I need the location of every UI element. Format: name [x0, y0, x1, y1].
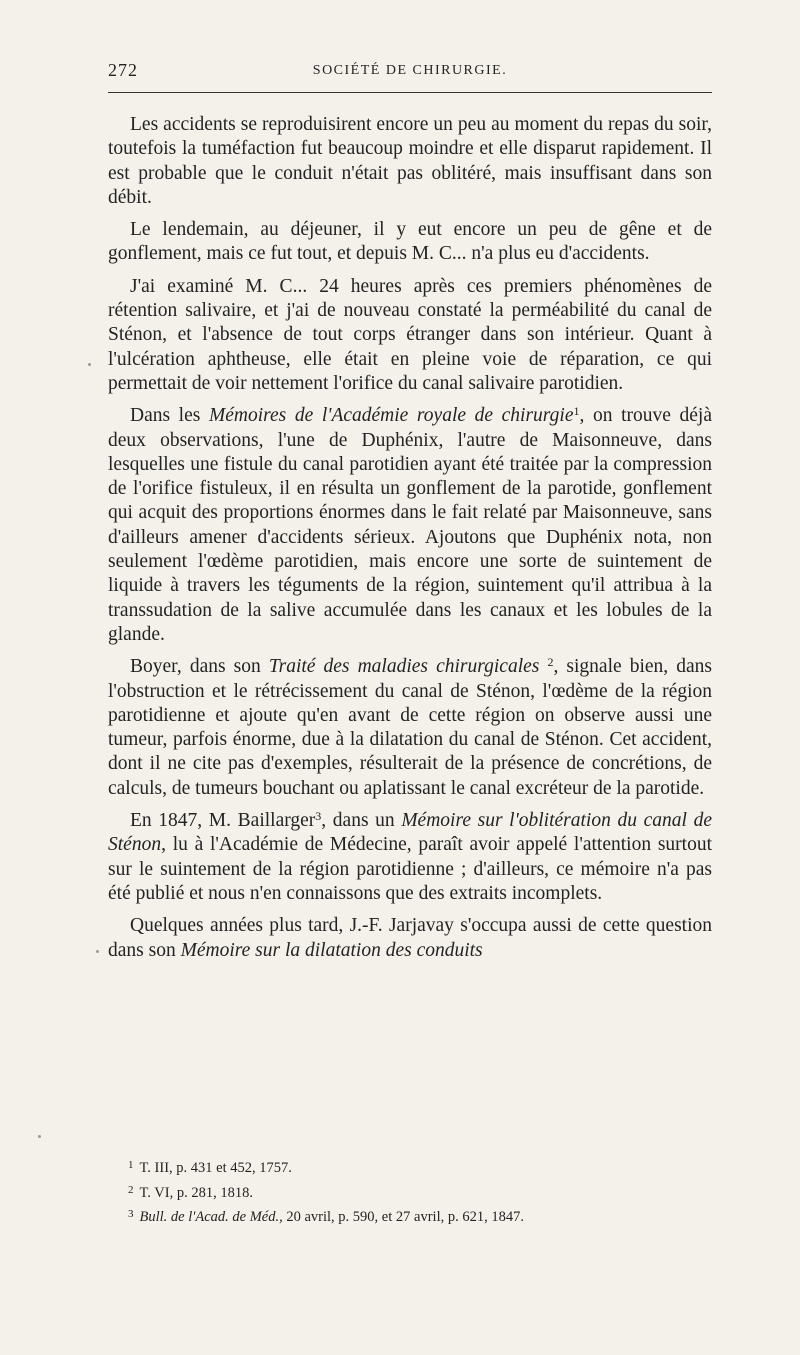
page-speck	[88, 363, 91, 366]
paragraph-7	[108, 914, 712, 963]
book-title-memoire-obliteration: Mémoire sur l'oblitération du canal de Sténon	[108, 810, 712, 856]
footnote-mark: 2	[128, 1183, 134, 1196]
paragraph-4-text-b: , on trouve déjà deux observations, l'une de Duphénix, l'autre de Maisonneuve, dans lesquelles une fistule du canal parotidien ayant été traitée par la compression de l'orifice fistuleux, il en résulta un gonflement de la parotide, gonflement qui acquit des proportions énormes dans le fait relaté par Maisonneuve, sans d'ailleurs amener d'accidents sérieux. Ajoutons que Duphénix nota, non seulement l'œdème parotidien, mais encore une sorte de suintement de liquide à travers les téguments de la région, suintement qu'il attribua à la transsudation de la salive accumulée dans les canaux et les lobules de la glande.	[108, 405, 712, 645]
paragraph-5-text-b: , signale bien, dans l'obstruction et le rétrécissement du canal de Sténon, l'œdème de la région parotidienne et ajoute qu'en avant de cette région on observe aussi une tumeur, parfois énorme, due à la dilatation du canal de Sténon. Cet accident, dont il ne cite pas d'exemples, résulterait de la présence de concrétions, de calculs, de tumeurs bouchant ou aplatissant le canal excréteur de la parotide.	[108, 656, 713, 799]
footnote-mark: 1	[128, 1159, 134, 1171]
paragraph-3: J'ai examiné M. C... 24 heures après ces premiers phénomènes de rétention salivaire, et j'ai de nouveau constaté la perméabilité du canal de Sténon, et l'absence de tout corps étranger dans son intérieur. Quant à l'ulcération aphtheuse, elle était en pleine voie de réparation, ce qui permettait de voir nettement l'orifice du canal salivaire parotidien.	[108, 275, 712, 394]
paragraph-7-text-a: Quelques années plus tard, J.-F. Jarjavay s'occupa aussi de cette question dans son	[108, 915, 712, 961]
paragraph-6	[108, 809, 712, 906]
page-speck	[38, 1135, 41, 1138]
running-head: SOCIÉTÉ DE CHIRURGIE.	[312, 63, 508, 78]
paragraph-4	[108, 404, 712, 647]
footnote-ref-2: 2	[547, 655, 554, 670]
paragraph-2: Le lendemain, au déjeuner, il y eut encore un peu de gêne et de gonflement, mais ce fut tout, et depuis M. C... n'a plus eu d'accidents.	[108, 219, 712, 265]
book-title-traite: Traité des maladies chirurgicales	[268, 656, 540, 678]
footnote-ref-1: 1	[573, 404, 580, 419]
body-text	[108, 113, 712, 971]
book-title-memoires: Mémoires de l'Académie royale de chirurgie	[208, 405, 574, 427]
footnote-2	[128, 1180, 712, 1205]
page-number: 272	[108, 60, 138, 80]
page-header	[108, 60, 712, 84]
footnote-mark: 3	[128, 1208, 134, 1220]
paragraph-6-text-a: En 1847, M. Baillarger	[130, 810, 316, 832]
footnote-text: , 20 avril, p. 590, et 27 avril, p. 621, 1847.	[279, 1209, 524, 1225]
book-title-memoire-dilatation: Mémoire sur la dilatation des conduits	[180, 939, 483, 961]
paragraph-5-text-a: Boyer, dans son	[130, 656, 269, 678]
footnote-1	[128, 1155, 712, 1180]
paragraph-6-text-c: , lu à l'Académie de Médecine, paraît avoir appelé l'attention surtout sur le suintement de la région parotidienne ; d'ailleurs, ce mémoire n'a pas été publié et nous n'en connaissons que des extraits incomplets.	[108, 834, 712, 904]
paragraph-4-text-a: Dans les	[130, 405, 209, 427]
header-rule	[108, 92, 712, 93]
footnote-ref-3: 3	[315, 809, 322, 824]
paragraph-1: Les accidents se reproduisirent encore un peu au moment du repas du soir, toutefois la tuméfaction fut beaucoup moindre et elle disparut rapidement. Il est probable que le conduit n'était pas oblitéré, mais insuffisant dans son débit.	[108, 114, 712, 208]
footnote-text: T. VI, p. 281, 1818.	[139, 1184, 253, 1201]
footnote-3	[128, 1204, 712, 1229]
paragraph-6-text-b: , dans un	[321, 810, 402, 832]
footnote-text: T. III, p. 431 et 452, 1757.	[139, 1160, 292, 1176]
footnotes	[128, 1155, 712, 1229]
paragraph-5	[108, 655, 712, 801]
page-speck	[96, 950, 99, 953]
footnote-journal-title: Bull. de l'Acad. de Méd.	[139, 1209, 280, 1225]
